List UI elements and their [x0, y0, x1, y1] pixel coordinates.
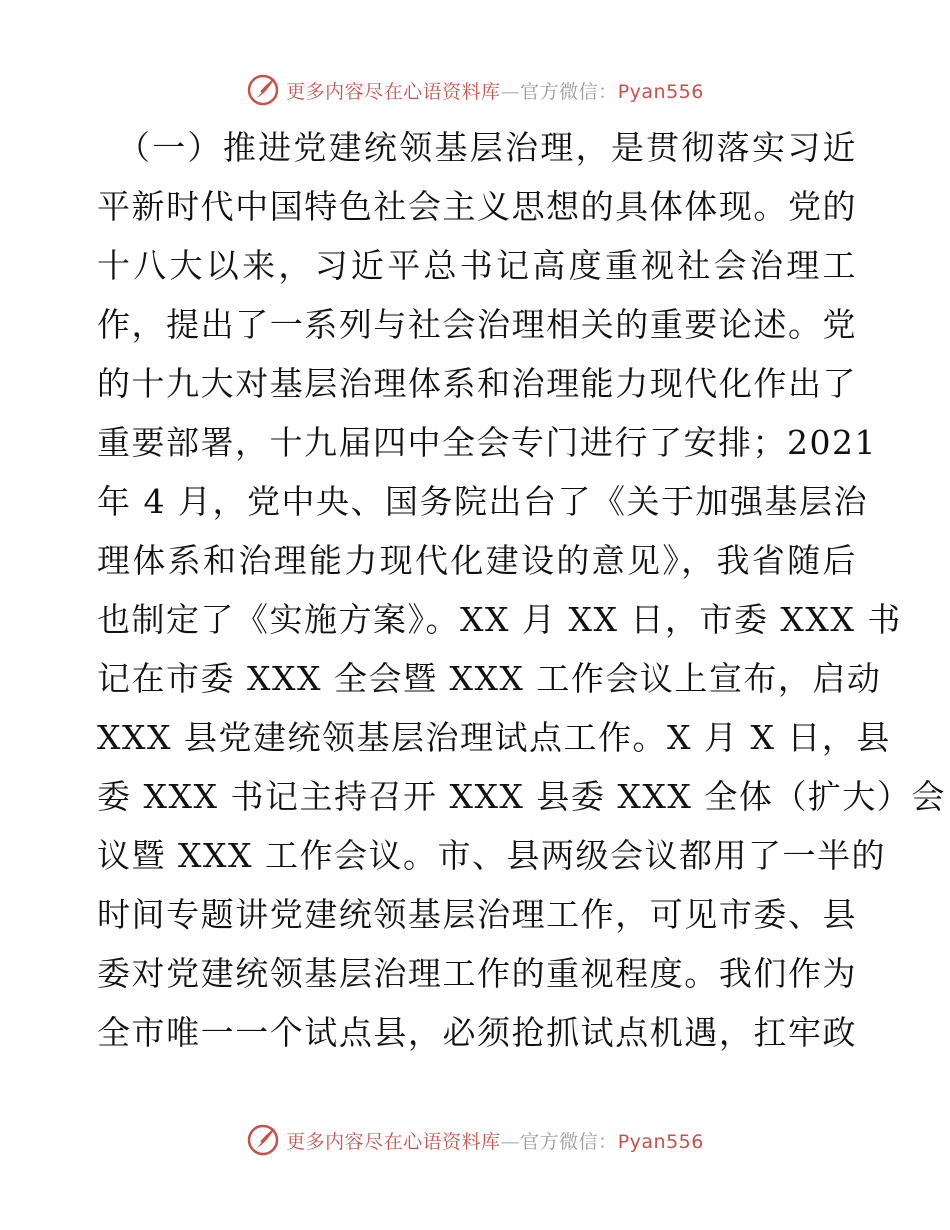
- header-watermark: [0, 70, 950, 110]
- paragraph-line: （一）推进党建统领基层治理，是贯彻落实习近: [117, 128, 857, 167]
- feather-quill-logo-icon: [246, 1123, 280, 1157]
- paragraph-line: 记在市委 XXX 全会暨 XXX 工作会议上宣布，启动: [97, 659, 882, 698]
- paragraph-line: 作，提出了一系列与社会治理相关的重要论述。党: [97, 305, 857, 344]
- watermark-text: 更多内容尽在心语资料库—官方微信：Pyan556: [286, 80, 704, 103]
- paragraph-line: 的十九大对基层治理体系和治理能力现代化作出了: [97, 364, 857, 403]
- paragraph-line: 委 XXX 书记主持召开 XXX 县委 XXX 全体（扩大）会: [97, 777, 946, 816]
- footer-watermark: [0, 1120, 950, 1160]
- paragraph-line: 也制定了《实施方案》。XX 月 XX 日，市委 XXX 书: [97, 600, 902, 639]
- paragraph-line: 十八大以来，习近平总书记高度重视社会治理工: [97, 246, 857, 285]
- document-body: [97, 118, 946, 1062]
- paragraph-line: 议暨 XXX 工作会议。市、县两级会议都用了一半的: [97, 836, 886, 875]
- paragraph-line: 时间专题讲党建统领基层治理工作，可见市委、县: [97, 895, 857, 934]
- paragraph-line: 委对党建统领基层治理工作的重视程度。我们作为: [97, 954, 857, 993]
- paragraph-line: 年 4 月，党中央、国务院出台了《关于加强基层治: [97, 482, 868, 521]
- watermark-text: 更多内容尽在心语资料库—官方微信：Pyan556: [286, 1130, 704, 1153]
- paragraph-line: 理体系和治理能力现代化建设的意见》，我省随后: [97, 541, 857, 580]
- feather-quill-logo-icon: [246, 73, 280, 107]
- paragraph-line: 重要部署，十九届四中全会专门进行了安排；2021: [97, 423, 877, 462]
- paragraph-line: XXX 县党建统领基层治理试点工作。X 月 X 日，县: [97, 718, 891, 757]
- paragraph-line: 全市唯一一个试点县，必须抢抓试点机遇，扛牢政: [97, 1013, 857, 1052]
- paragraph-line: 平新时代中国特色社会主义思想的具体体现。党的: [97, 187, 857, 226]
